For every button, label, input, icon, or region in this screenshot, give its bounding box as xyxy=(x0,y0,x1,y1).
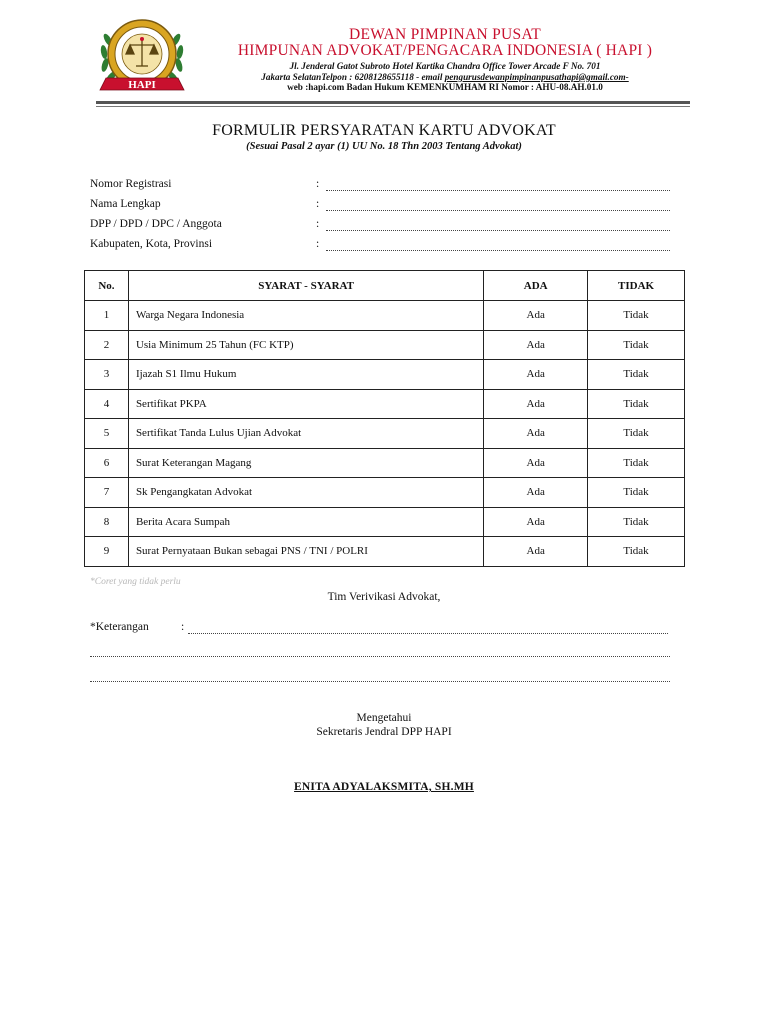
row-number: 9 xyxy=(85,537,129,567)
requirement-text: Warga Negara Indonesia xyxy=(128,301,483,331)
secretary-title: Sekretaris Jendral DPP HAPI xyxy=(316,726,452,738)
signer-name: ENITA ADYALAKSMITA, SH.MH xyxy=(294,781,474,793)
notes-colon: : xyxy=(181,621,185,633)
option-ada[interactable]: Ada xyxy=(484,537,588,567)
table-row xyxy=(85,537,685,567)
row-number: 6 xyxy=(85,448,129,478)
option-ada[interactable]: Ada xyxy=(484,360,588,390)
option-ada[interactable]: Ada xyxy=(484,478,588,508)
field-colon: : xyxy=(316,198,320,210)
row-number: 7 xyxy=(85,478,129,508)
org-name-line1: DEWAN PIMPINAN PUSAT xyxy=(348,26,541,43)
row-number: 1 xyxy=(85,301,129,331)
option-ada[interactable]: Ada xyxy=(484,389,588,419)
field-input-full-name[interactable] xyxy=(326,210,670,211)
field-label-membership: DPP / DPD / DPC / Anggota xyxy=(90,218,222,230)
field-colon: : xyxy=(316,218,320,230)
strike-note: *Coret yang tidak perlu xyxy=(90,577,181,587)
row-number: 5 xyxy=(85,419,129,449)
table-row xyxy=(85,301,685,331)
option-tidak[interactable]: Tidak xyxy=(588,448,685,478)
field-colon: : xyxy=(316,178,320,190)
field-input-registration[interactable] xyxy=(326,190,670,191)
hapi-logo xyxy=(96,10,188,102)
option-ada[interactable]: Ada xyxy=(484,301,588,331)
option-ada[interactable]: Ada xyxy=(484,330,588,360)
field-label-full-name: Nama Lengkap xyxy=(90,198,161,210)
requirement-text: Berita Acara Sumpah xyxy=(128,507,483,537)
verification-team: Tim Verivikasi Advokat, xyxy=(327,591,441,603)
option-tidak[interactable]: Tidak xyxy=(588,507,685,537)
table-row xyxy=(85,448,685,478)
table-row xyxy=(85,419,685,449)
address-phone: Jakarta SelatanTelpon : 6208128655118 - email xyxy=(261,72,443,82)
header-available: ADA xyxy=(484,271,588,301)
row-number: 3 xyxy=(85,360,129,390)
notes-line-2[interactable] xyxy=(90,656,670,657)
email-link[interactable]: pengurusdewanpimpinanpusathapi@gmail.com- xyxy=(444,72,629,82)
option-tidak[interactable]: Tidak xyxy=(588,419,685,449)
option-tidak[interactable]: Tidak xyxy=(588,389,685,419)
letterhead-rule-thick xyxy=(96,101,690,104)
option-tidak[interactable]: Tidak xyxy=(588,360,685,390)
row-number: 2 xyxy=(85,330,129,360)
header-no: No. xyxy=(85,271,129,301)
option-ada[interactable]: Ada xyxy=(484,448,588,478)
row-number: 4 xyxy=(85,389,129,419)
table-row xyxy=(85,389,685,419)
header-requirements: SYARAT - SYARAT xyxy=(128,271,483,301)
requirement-text: Surat Pernyataan Bukan sebagai PNS / TNI / POLRI xyxy=(128,537,483,567)
table-row xyxy=(85,330,685,360)
form-title: FORMULIR PERSYARATAN KARTU ADVOKAT xyxy=(212,122,556,139)
option-ada[interactable]: Ada xyxy=(484,419,588,449)
notes-line-1[interactable] xyxy=(188,633,668,634)
table-row xyxy=(85,507,685,537)
notes-line-3[interactable] xyxy=(90,681,670,682)
requirement-text: Surat Keterangan Magang xyxy=(128,448,483,478)
logo-text: HAPI xyxy=(128,79,156,91)
address-line1: Jl. Jenderal Gatot Subroto Hotel Kartika Chandra Office Tower Arcade F No. 701 xyxy=(289,61,601,71)
header-not-available: TIDAK xyxy=(588,271,685,301)
requirement-text: Sertifikat Tanda Lulus Ujian Advokat xyxy=(128,419,483,449)
address-line2 xyxy=(200,72,690,82)
form-subtitle: (Sesuai Pasal 2 ayar (1) UU No. 18 Thn 2003 Tentang Advokat) xyxy=(246,141,522,152)
field-input-region[interactable] xyxy=(326,250,670,251)
acknowledged-label: Mengetahui xyxy=(356,712,412,724)
field-input-membership[interactable] xyxy=(326,230,670,231)
table-row xyxy=(85,360,685,390)
table-header-row xyxy=(85,271,685,301)
option-ada[interactable]: Ada xyxy=(484,507,588,537)
table-row xyxy=(85,478,685,508)
requirement-text: Usia Minimum 25 Tahun (FC KTP) xyxy=(128,330,483,360)
address-line3: web :hapi.com Badan Hukum KEMENKUMHAM RI Nomor : AHU-08.AH.01.0 xyxy=(287,82,603,92)
field-colon: : xyxy=(316,238,320,250)
requirement-text: Sertifikat PKPA xyxy=(128,389,483,419)
option-tidak[interactable]: Tidak xyxy=(588,330,685,360)
option-tidak[interactable]: Tidak xyxy=(588,478,685,508)
requirements-table xyxy=(84,270,685,567)
letterhead-rule-thin xyxy=(96,106,690,107)
row-number: 8 xyxy=(85,507,129,537)
field-label-region: Kabupaten, Kota, Provinsi xyxy=(90,238,213,250)
requirement-text: Sk Pengangkatan Advokat xyxy=(128,478,483,508)
field-label-registration: Nomor Registrasi xyxy=(90,178,172,190)
option-tidak[interactable]: Tidak xyxy=(588,537,685,567)
option-tidak[interactable]: Tidak xyxy=(588,301,685,331)
requirement-text: Ijazah S1 Ilmu Hukum xyxy=(128,360,483,390)
notes-label: *Keterangan xyxy=(90,621,149,633)
org-name-line2: HIMPUNAN ADVOKAT/PENGACARA INDONESIA ( HAPI ) xyxy=(237,42,653,59)
